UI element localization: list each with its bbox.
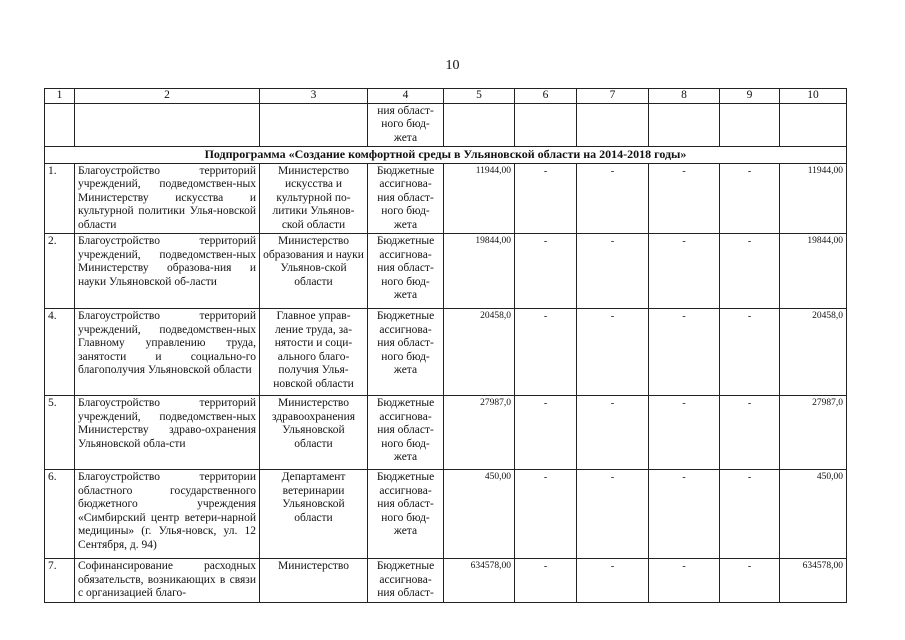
- row-year-2: -: [577, 470, 649, 559]
- column-header-7: 7: [577, 89, 649, 104]
- row-year-1: -: [515, 163, 577, 234]
- table-row: [45, 396, 847, 470]
- row-year-5: 11944,00: [780, 163, 847, 234]
- column-header-10: 10: [780, 89, 847, 104]
- row-number: 6.: [45, 470, 75, 559]
- continuation-source: ния област-ного бюд-жета: [368, 103, 444, 147]
- budget-table: [44, 88, 847, 603]
- row-year-1: -: [515, 309, 577, 396]
- row-description: Благоустройство территорий учреждений, подведомствен-ных Министерству здраво-охранения Ульяновской обла-сти: [75, 396, 260, 470]
- row-year-3: -: [649, 559, 720, 603]
- column-header-2: 2: [75, 89, 260, 104]
- row-year-4: -: [720, 559, 780, 603]
- column-header-5: 5: [444, 89, 515, 104]
- row-number: 2.: [45, 234, 75, 309]
- row-year-1: -: [515, 470, 577, 559]
- row-year-4: -: [720, 234, 780, 309]
- row-year-3: -: [649, 234, 720, 309]
- row-source: Бюджетные ассигнова-ния област-ного бюд-жета: [368, 234, 444, 309]
- table-row: [45, 234, 847, 309]
- row-source: Бюджетные ассигнова-ния област-ного бюд-жета: [368, 470, 444, 559]
- row-number: 1.: [45, 163, 75, 234]
- row-total: 634578,00: [444, 559, 515, 603]
- row-executor: Главное управ-ление труда, за-нятости и соци-ального благо-получия Улья-новской области: [260, 309, 368, 396]
- row-number: 5.: [45, 396, 75, 470]
- row-source: Бюджетные ассигнова-ния област-ного бюд-жета: [368, 396, 444, 470]
- row-total: 27987,0: [444, 396, 515, 470]
- row-year-5: 20458,0: [780, 309, 847, 396]
- row-year-2: -: [577, 234, 649, 309]
- row-year-1: -: [515, 234, 577, 309]
- row-year-4: -: [720, 396, 780, 470]
- row-year-4: -: [720, 309, 780, 396]
- row-year-5: 19844,00: [780, 234, 847, 309]
- row-year-2: -: [577, 396, 649, 470]
- row-year-4: -: [720, 163, 780, 234]
- row-source: Бюджетные ассигнова-ния област-ного бюд-жета: [368, 163, 444, 234]
- row-year-3: -: [649, 396, 720, 470]
- row-total: 450,00: [444, 470, 515, 559]
- row-year-3: -: [649, 309, 720, 396]
- row-year-1: -: [515, 396, 577, 470]
- continuation-row: [45, 103, 847, 147]
- row-year-5: 27987,0: [780, 396, 847, 470]
- row-executor: Министерство: [260, 559, 368, 603]
- column-header-row: [45, 89, 847, 104]
- column-header-1: 1: [45, 89, 75, 104]
- row-year-2: -: [577, 309, 649, 396]
- row-executor: Министерство образования и науки Ульянов-ской области: [260, 234, 368, 309]
- row-description: Благоустройство территорий учреждений, подведомствен-ных Министерству образова-ния и науки Ульяновской об-ласти: [75, 234, 260, 309]
- table-row: [45, 470, 847, 559]
- row-description: Благоустройство территорий учреждений, подведомствен-ных Главному управлению труда, занятости и социально-го благополучия Ульяновской области: [75, 309, 260, 396]
- row-year-4: -: [720, 470, 780, 559]
- table-row: [45, 309, 847, 396]
- subprogram-title: Подпрограмма «Создание комфортной среды в Ульяновской области на 2014-2018 годы»: [45, 147, 847, 164]
- row-year-3: -: [649, 163, 720, 234]
- row-total: 20458,0: [444, 309, 515, 396]
- row-number: 7.: [45, 559, 75, 603]
- row-total: 19844,00: [444, 234, 515, 309]
- row-year-3: -: [649, 470, 720, 559]
- row-executor: Департамент ветеринарии Ульяновской области: [260, 470, 368, 559]
- table-row: [45, 559, 847, 603]
- row-year-5: 450,00: [780, 470, 847, 559]
- row-year-2: -: [577, 559, 649, 603]
- row-year-1: -: [515, 559, 577, 603]
- row-executor: Министерство здравоохранения Ульяновской области: [260, 396, 368, 470]
- column-header-9: 9: [720, 89, 780, 104]
- row-source: Бюджетные ассигнова-ния област-: [368, 559, 444, 603]
- subprogram-row: [45, 147, 847, 164]
- column-header-6: 6: [515, 89, 577, 104]
- row-year-5: 634578,00: [780, 559, 847, 603]
- row-number: 4.: [45, 309, 75, 396]
- table-row: [45, 163, 847, 234]
- row-description: Софинансирование расходных обязательств, возникающих в связи с организацией благо-: [75, 559, 260, 603]
- column-header-3: 3: [260, 89, 368, 104]
- column-header-8: 8: [649, 89, 720, 104]
- row-description: Благоустройство территорий учреждений, подведомствен-ных Министерству искусства и культурной политики Улья-новской области: [75, 163, 260, 234]
- row-year-2: -: [577, 163, 649, 234]
- row-source: Бюджетные ассигнова-ния област-ного бюд-жета: [368, 309, 444, 396]
- row-total: 11944,00: [444, 163, 515, 234]
- page-number: 10: [445, 58, 460, 73]
- column-header-4: 4: [368, 89, 444, 104]
- row-description: Благоустройство территории областного государственного бюджетного учреждения «Симбирский центр ветери-нарной медицины» (г. Улья-новск, ул. 12 Сентября, д. 94): [75, 470, 260, 559]
- row-executor: Министерство искусства и культурной по-литики Ульянов-ской области: [260, 163, 368, 234]
